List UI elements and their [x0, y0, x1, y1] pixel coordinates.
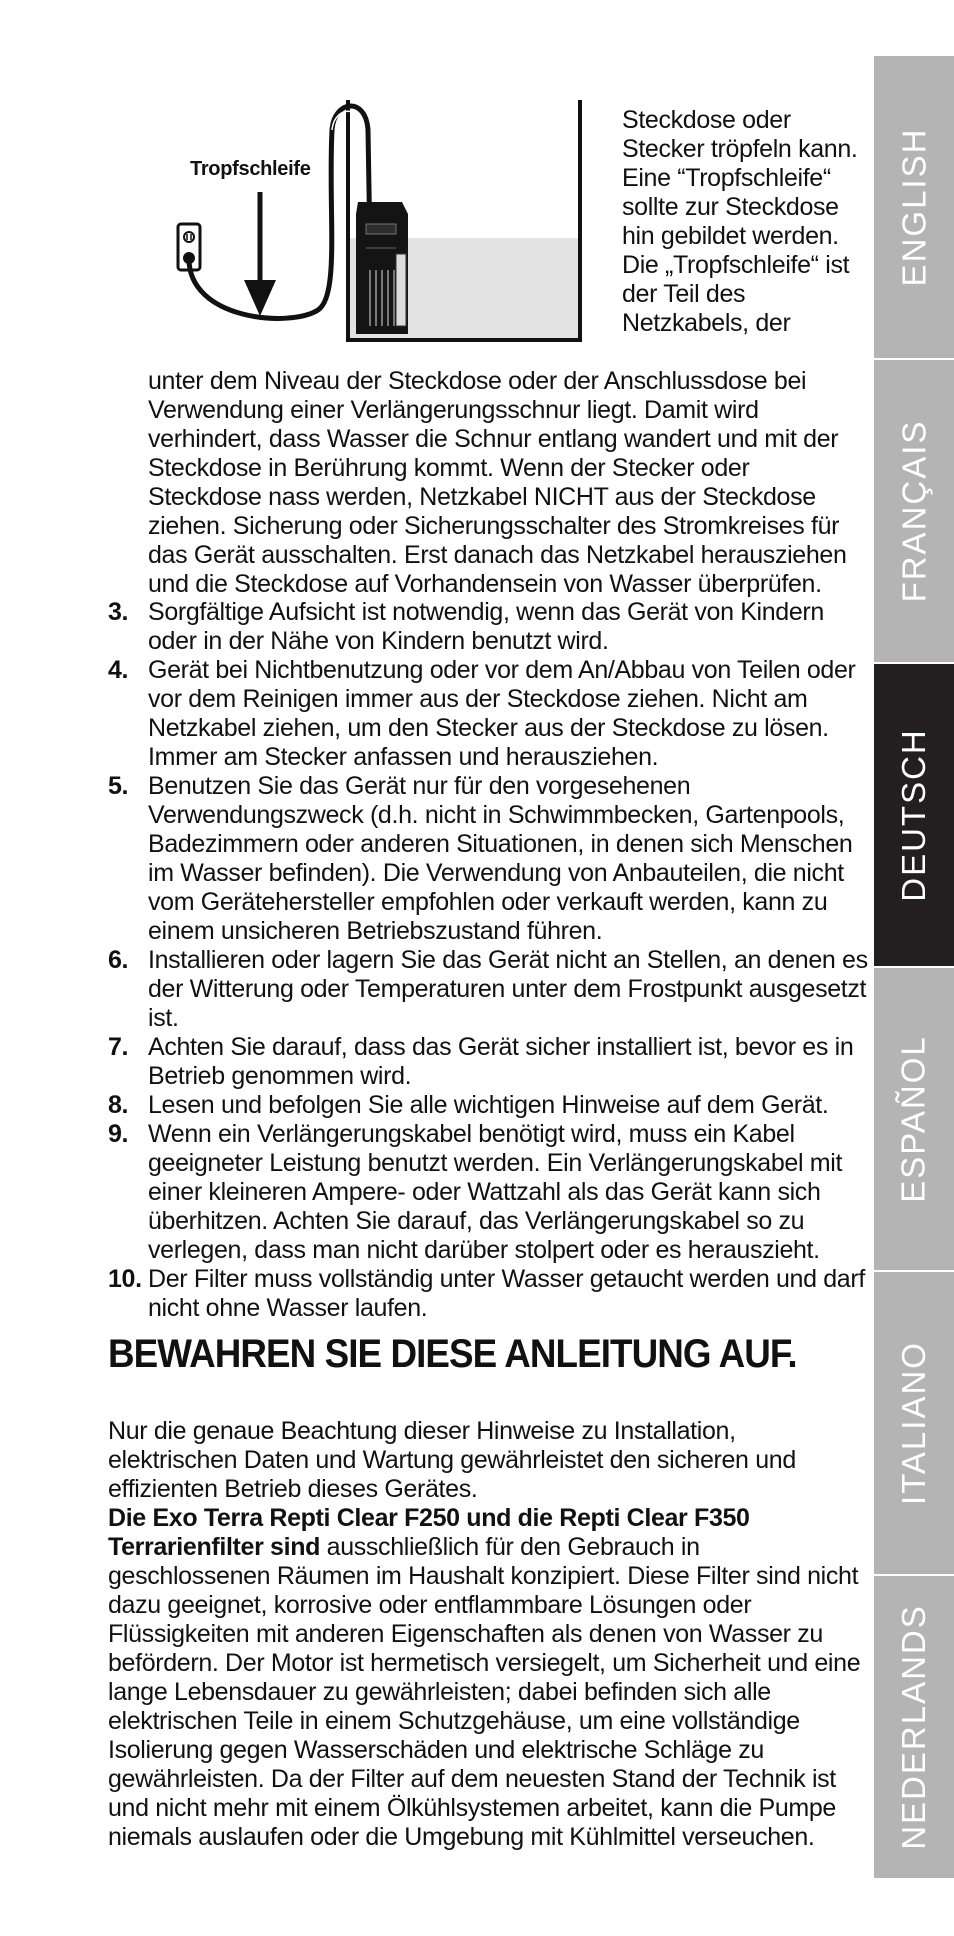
intro-paragraph: Nur die genaue Beachtung dieser Hinweise zu Installation, elektrischen Daten und Wartung gewährleistet den sicheren und effizienten Betrieb dieses Gerätes. [108, 1417, 796, 1503]
item-number: 9. [108, 1120, 129, 1148]
item-text: Sorgfältige Aufsicht ist notwendig, wenn das Gerät von Kindern oder in der Nähe von Kindern benutzt wird. [148, 598, 824, 655]
item-number: 6. [108, 946, 129, 974]
filter-unit-icon [356, 202, 408, 334]
list-item [108, 1091, 868, 1120]
product-text: ausschließlich für den Gebrauch in geschlossenen Räumen im Haushalt konzipiert. Diese Filter sind nicht dazu geeignet, korrosive oder entflammbare Lösungen oder Flüssigkeiten mit anderen Eigenschaften als denen von Wasser zu befördern. Der Motor ist hermetisch versiegelt, um Sicherheit und eine lange Lebensdauer zu gewährleisten; dabei befinden sich alle elektrischen Teile in einem Schutzgehäuse, um eine vollständige Isolierung gegen Wasserschäden und elektrische Schläge zu gewährleisten. Da der Filter auf dem neuesten Stand der Technik ist und nicht mehr mit einem Ölkühlsystemen arbeitet, kann die Pumpe niemals auslaufen oder die Umgebung mit Kühlmittel verseuchen. [108, 1533, 861, 1851]
tab-label: NEDERLANDS [895, 1604, 932, 1850]
list-item [108, 656, 868, 772]
power-cord [189, 106, 370, 318]
tab-nederlands[interactable] [874, 1576, 954, 1880]
tab-label: ESPAÑOL [895, 1035, 933, 1203]
list-item [108, 1265, 868, 1323]
item-number: 10. [108, 1265, 142, 1293]
item-text: Benutzen Sie das Gerät nur für den vorgesehenen Verwendungszweck (d.h. nicht in Schwimmbecken, Gartenpools, Badezimmern oder anderen Situationen, in denen sich Menschen im Wasser befinden). Die Verwendung von Anbauteilen, die nicht vom Gerätehersteller empfohlen oder verkauft werden, kann zu einem unsicheren Betriebszustand führen. [148, 772, 853, 945]
item-number: 5. [108, 772, 129, 800]
tab-label: FRANÇAIS [895, 419, 933, 603]
item-text: Achten Sie darauf, dass das Gerät sicher installiert ist, bevor es in Betrieb genommen wird. [148, 1033, 854, 1090]
list-item [108, 946, 868, 1033]
item-text: Gerät bei Nichtbenutzung oder vor dem An/Abbau von Teilen oder vor dem Reinigen immer aus der Steckdose ziehen. Nicht am Netzkabel ziehen, um den Stecker aus der Steckdose zu lösen. Immer am Stecker anfassen und herausziehen. [148, 656, 856, 771]
tab-label: ITALIANO [895, 1341, 933, 1505]
item-text: Der Filter muss vollständig unter Wasser getaucht werden und darf nicht ohne Wasser laufen. [148, 1265, 865, 1322]
down-arrow-icon [244, 192, 276, 316]
product-lead: Die Exo Terra Repti Clear F250 und die Repti Clear F350 Terrarienfilter sind [108, 1504, 750, 1561]
tab-espanol[interactable] [874, 968, 954, 1272]
product-paragraph [108, 1504, 868, 1852]
section-heading: BEWAHREN SIE DIESE ANLEITUNG AUF. [108, 1332, 797, 1376]
item-number: 4. [108, 656, 129, 684]
item-number: 8. [108, 1091, 129, 1119]
drip-loop-diagram [170, 90, 610, 360]
list-item [108, 1120, 868, 1265]
tab-deutsch[interactable] [874, 664, 954, 968]
language-tabs [874, 56, 954, 1880]
tab-label: DEUTSCH [895, 728, 933, 902]
tab-italiano[interactable] [874, 1272, 954, 1576]
list-item [108, 772, 868, 946]
item-number: 7. [108, 1033, 129, 1061]
tab-english[interactable] [874, 56, 954, 360]
safety-list [108, 598, 868, 1323]
list-item [108, 1033, 868, 1091]
tab-francais[interactable] [874, 360, 954, 664]
list-item [108, 598, 868, 656]
item-text: Lesen und befolgen Sie alle wichtigen Hinweise auf dem Gerät. [148, 1091, 829, 1119]
wrap-paragraph: Steckdose oder Stecker tröpfeln kann. Eine “Tropfschleife“ sollte zur Steckdose hin gebildet werden. Die „Tropfschleife“ ist der Teil des Netzkabels, der [622, 106, 858, 337]
drip-loop-label: Tropfschleife [190, 158, 311, 180]
item-text: Installieren oder lagern Sie das Gerät nicht an Stellen, an denen es der Witterung oder Temperaturen unter dem Frostpunkt ausgesetzt ist. [148, 946, 868, 1032]
drip-loop-illustration [170, 90, 610, 360]
continuation-paragraph: unter dem Niveau der Steckdose oder der Anschlussdose bei Verwendung einer Verlängerungsschnur liegt. Damit wird verhindert, dass Wasser die Schnur entlang wandert und mit der Steckdose in Berührung kommt. Wenn der Stecker oder Steckdose nass werden, Netzkabel NICHT aus der Steckdose ziehen. Sicherung oder Sicherungsschalter des Stromkreises für das Gerät ausschalten. Erst danach das Netzkabel herausziehen und die Steckdose auf Vorhandensein von Wasser überprüfen. [148, 367, 847, 598]
tab-label: ENGLISH [895, 127, 932, 287]
item-number: 3. [108, 598, 129, 626]
item-text: Wenn ein Verlängerungskabel benötigt wird, muss ein Kabel geeigneter Leistung benutzt werden. Ein Verlängerungskabel mit einer kleineren Ampere- oder Wattzahl als das Gerät kann sich überhitzen. Achten Sie darauf, das Verlängerungskabel so zu verlegen, dass man nicht darüber stolpert oder es herauszieht. [148, 1120, 843, 1264]
